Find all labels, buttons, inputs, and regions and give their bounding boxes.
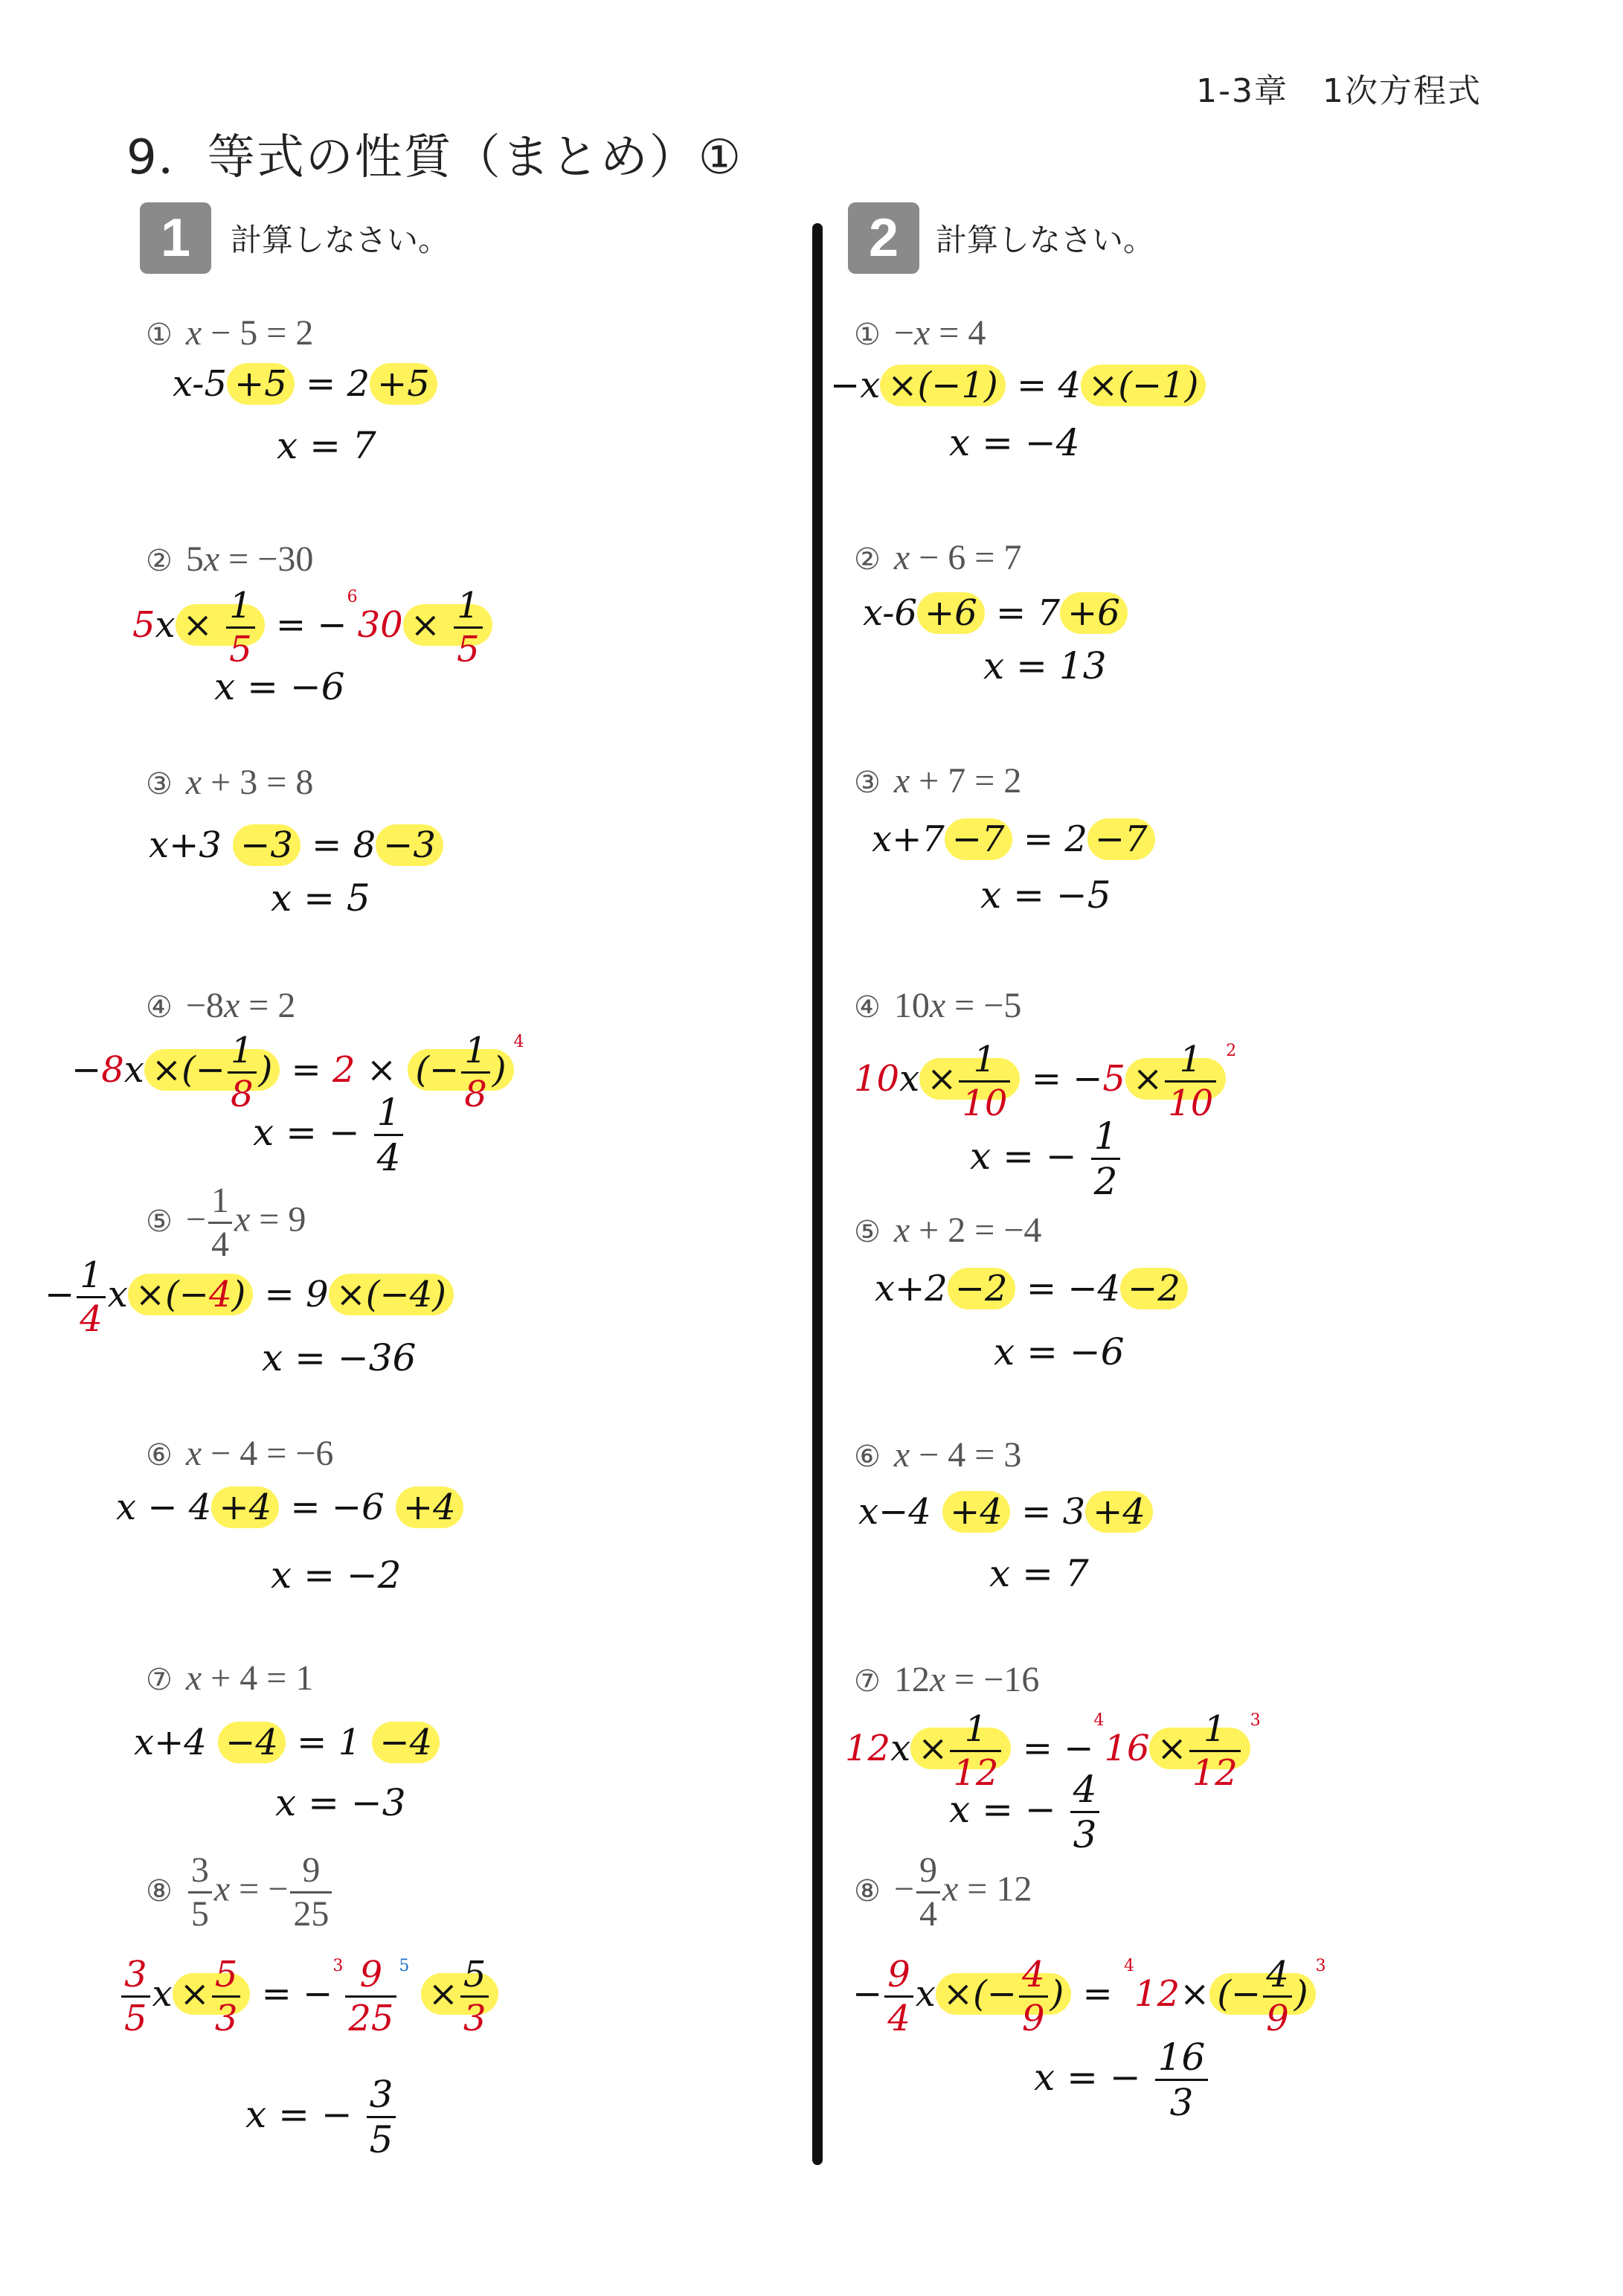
- answer-2-5: x = −6: [994, 1330, 1125, 1373]
- problem-1-7: ⑦ x + 4 = 1: [146, 1658, 314, 1698]
- problem-number: ⑧: [854, 1873, 881, 1908]
- answer-1-8: x = − $\frac{3}{5}$: [245, 2076, 398, 2158]
- problem-2-8: ⑧ − $\frac{9}{4}$ x = 12: [854, 1850, 1032, 1934]
- page-title: 9．等式の性質（まとめ）①: [126, 130, 743, 185]
- work-1-2: 5x × $\frac{1}{5}$ = −$^6$30 × $\frac{1}{5}$: [132, 588, 492, 667]
- problem-number: ⑦: [854, 1664, 881, 1699]
- section-1-instruction: 計算しなさい。: [231, 222, 450, 258]
- answer-2-4: x = − $\frac{1}{2}$: [970, 1117, 1122, 1200]
- answer-1-4: x = − $\frac{1}{4}$: [253, 1094, 405, 1176]
- work-1-7: x+4 −4 = 1 −4: [134, 1722, 440, 1763]
- problem-1-4: ④ −8x = 2: [146, 986, 296, 1025]
- answer-2-7: x = − $\frac{4}{3}$: [949, 1771, 1102, 1853]
- answer-2-8: x = − $\frac{16}{3}$: [1034, 2039, 1210, 2121]
- work-2-6: x−4 +4 = 3 +4: [858, 1491, 1153, 1533]
- problem-number: ④: [146, 990, 173, 1024]
- problem-1-3: ③ x + 3 = 8: [146, 763, 314, 802]
- problem-1-8: ⑧ $\frac{3}{5}$ x = − $\frac{9}{25}$: [146, 1853, 334, 1932]
- problem-number: ③: [146, 767, 173, 801]
- answer-1-3: x = 5: [271, 876, 370, 920]
- problem-1-5: ⑤ − $\frac{1}{4}$ x = 9: [146, 1181, 306, 1264]
- problem-1-6: ⑥ x − 4 = −6: [146, 1434, 334, 1473]
- answer-2-2: x = 13: [983, 644, 1107, 687]
- work-1-8: $\frac{3}{5}$ x × $\frac{5}{3}$ = −$^3$ $\frac{9}{25}$ $^5$ × $\frac{5}{3}$: [119, 1957, 498, 2036]
- answer-1-5: x = −36: [262, 1336, 417, 1379]
- answer-2-3: x = −5: [980, 873, 1111, 917]
- work-2-5: x+2 −2 = −4 −2: [875, 1268, 1188, 1309]
- work-1-5: − $\frac{1}{4}$ x ×(−4) = 9 ×(−4): [45, 1257, 454, 1337]
- problem-number: ⑥: [854, 1440, 881, 1474]
- column-divider: [812, 223, 823, 2165]
- problem-1-1: ① x − 5 = 2: [146, 313, 314, 353]
- problem-1-2: ② 5x = −30: [146, 539, 314, 579]
- answer-1-7: x = −3: [275, 1781, 406, 1824]
- problem-number: ⑤: [854, 1215, 881, 1249]
- problem-2-6: ⑥ x − 4 = 3: [854, 1435, 1022, 1475]
- problem-number: ③: [854, 766, 881, 800]
- answer-1-2: x = −6: [214, 665, 345, 708]
- chapter-label: 1-3章 1次方程式: [1196, 72, 1482, 110]
- work-2-3: x+7 −7 = 2 −7: [872, 818, 1155, 860]
- work-1-4: −8x ×(− $\frac{1}{8}$ ) = 2 × (− $\frac{1}{8}$ )$^4$: [71, 1030, 524, 1115]
- problem-number: ②: [854, 542, 881, 577]
- problem-number: ⑤: [146, 1204, 173, 1239]
- problem-2-1: ① −x = 4: [854, 313, 986, 353]
- work-2-8: − $\frac{9}{4}$ x ×(− $\frac{4}{9}$ ) = $^4$12× (− $\frac{4}{9}$ )$^3$: [852, 1954, 1326, 2039]
- work-1-3: x+3 −3 = 8 −3: [149, 824, 443, 866]
- problem-number: ②: [146, 544, 173, 578]
- problem-number: ①: [854, 318, 881, 352]
- section-2-badge: 2: [848, 202, 919, 274]
- problem-number: ①: [146, 318, 173, 352]
- problem-2-2: ② x − 6 = 7: [854, 538, 1022, 577]
- problem-number: ④: [854, 990, 881, 1024]
- answer-1-6: x = −2: [271, 1553, 402, 1597]
- work-2-4: 10x × $\frac{1}{10}$ = −5 × $\frac{1}{10}$ $^2$: [854, 1039, 1237, 1124]
- problem-number: ⑦: [146, 1663, 173, 1697]
- work-1-1: x-5 +5 = 2 +5: [173, 363, 437, 405]
- work-2-7: 12x × $\frac{1}{12}$ = −$^4$16 × $\frac{1}{12}$ $^3$: [845, 1708, 1261, 1794]
- section-2-instruction: 計算しなさい。: [936, 222, 1155, 258]
- work-2-2: x-6 +6 = 7 +6: [863, 592, 1128, 634]
- problem-2-3: ③ x + 7 = 2: [854, 761, 1022, 801]
- problem-2-4: ④ 10x = −5: [854, 986, 1022, 1025]
- section-1-badge: 1: [140, 202, 211, 274]
- answer-2-6: x = 7: [989, 1552, 1089, 1595]
- answer-1-1: x = 7: [277, 424, 376, 467]
- work-2-1: −x ×(−1) = 4 ×(−1): [830, 365, 1206, 406]
- answer-2-1: x = −4: [949, 421, 1080, 464]
- work-1-6: x − 4 +4 = −6 +4: [116, 1487, 463, 1528]
- problem-number: ⑧: [146, 1873, 173, 1908]
- problem-2-7: ⑦ 12x = −16: [854, 1660, 1040, 1699]
- problem-2-5: ⑤ x + 2 = −4: [854, 1210, 1042, 1250]
- problem-number: ⑥: [146, 1438, 173, 1472]
